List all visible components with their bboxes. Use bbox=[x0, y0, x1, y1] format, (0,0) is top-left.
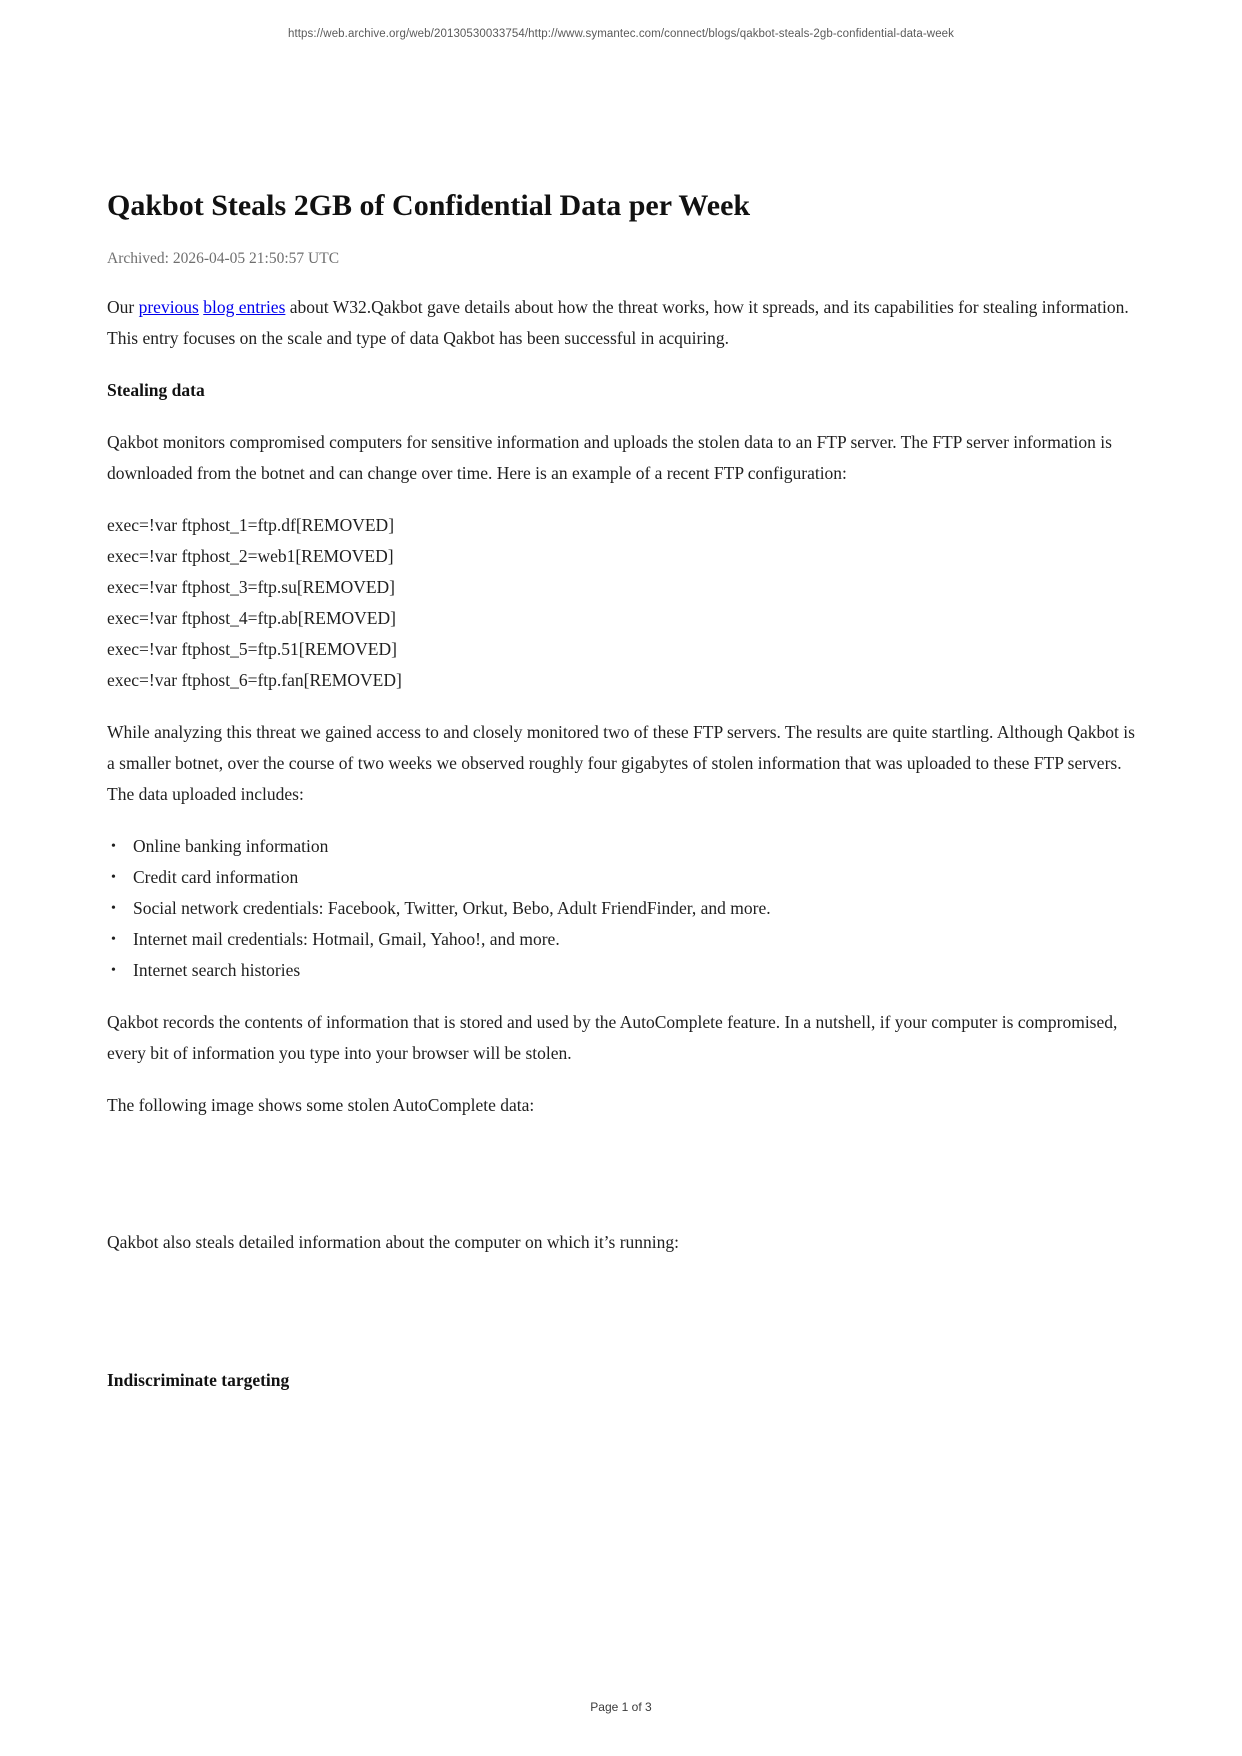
list-item: • Credit card information bbox=[107, 862, 1139, 893]
article-body bbox=[107, 188, 1139, 1417]
ftp-config-line: exec=!var ftphost_2=web1[REMOVED] bbox=[107, 546, 394, 566]
page-number: Page 1 of 3 bbox=[590, 1700, 652, 1714]
section-heading-stealing-data: Stealing data bbox=[107, 380, 205, 400]
ftp-intro-paragraph: Qakbot monitors compromised computers for sensitive information and uploads the stolen data to an FTP server. The FTP server information is downloaded from the botnet and can change over time. Here is an example of a recent FTP configuration: bbox=[107, 432, 1112, 483]
list-item: • Internet mail credentials: Hotmail, Gmail, Yahoo!, and more. bbox=[107, 924, 1139, 955]
ftp-config-line: exec=!var ftphost_5=ftp.51[REMOVED] bbox=[107, 639, 397, 659]
page-title: Qakbot Steals 2GB of Confidential Data per Week bbox=[107, 189, 751, 222]
list-item: • Internet search histories bbox=[107, 955, 1139, 986]
intro-paragraph bbox=[107, 292, 1139, 354]
section-heading-indiscriminate-targeting: Indiscriminate targeting bbox=[107, 1370, 290, 1390]
intro-text-post: about W32.Qakbot gave details about how the threat works, how it spreads, and its capabilities for stealing information. This entry focuses on the scale and type of data Qakbot has been successful in acquiring. bbox=[107, 297, 1129, 348]
ftp-config-line: exec=!var ftphost_6=ftp.fan[REMOVED] bbox=[107, 670, 402, 690]
ftp-config-block bbox=[107, 510, 1139, 696]
intro-text-pre: Our bbox=[107, 297, 139, 317]
missing-image-placeholder-1 bbox=[107, 1142, 1139, 1227]
missing-image-placeholder-2 bbox=[107, 1279, 1139, 1365]
previous-link[interactable]: previous bbox=[138, 297, 199, 317]
analysis-paragraph: While analyzing this threat we gained access to and closely monitored two of these FTP servers. The results are quite startling. Although Qakbot is a smaller botnet, over the course of two weeks we observed roughly four gigabytes of stolen information that was uploaded to these FTP servers. The data uploaded includes: bbox=[107, 722, 1135, 804]
autocomplete-paragraph: Qakbot records the contents of information that is stored and used by the AutoComplete feature. In a nutshell, if your computer is compromised, every bit of information you type into your browser will be stolen. bbox=[107, 1012, 1118, 1063]
ftp-config-line: exec=!var ftphost_3=ftp.su[REMOVED] bbox=[107, 577, 396, 597]
list-item: • Social network credentials: Facebook, Twitter, Orkut, Bebo, Adult FriendFinder, and more. bbox=[107, 893, 1139, 924]
image1-caption: The following image shows some stolen AutoComplete data: bbox=[107, 1095, 535, 1115]
ftp-config-line: exec=!var ftphost_1=ftp.df[REMOVED] bbox=[107, 515, 395, 535]
list-item: • Online banking information bbox=[107, 831, 1139, 862]
blog-entries-link[interactable]: blog entries bbox=[203, 297, 286, 317]
image2-caption: Qakbot also steals detailed information about the computer on which it’s running: bbox=[107, 1232, 680, 1252]
archived-timestamp: Archived: 2026-04-05 21:50:57 UTC bbox=[107, 250, 340, 267]
stolen-data-list bbox=[107, 831, 1139, 986]
ftp-config-line: exec=!var ftphost_4=ftp.ab[REMOVED] bbox=[107, 608, 396, 628]
archive-url: https://web.archive.org/web/20130530033754/http://www.symantec.com/connect/blogs/qakbot-steals-2gb-confidential-data-week bbox=[287, 28, 955, 40]
